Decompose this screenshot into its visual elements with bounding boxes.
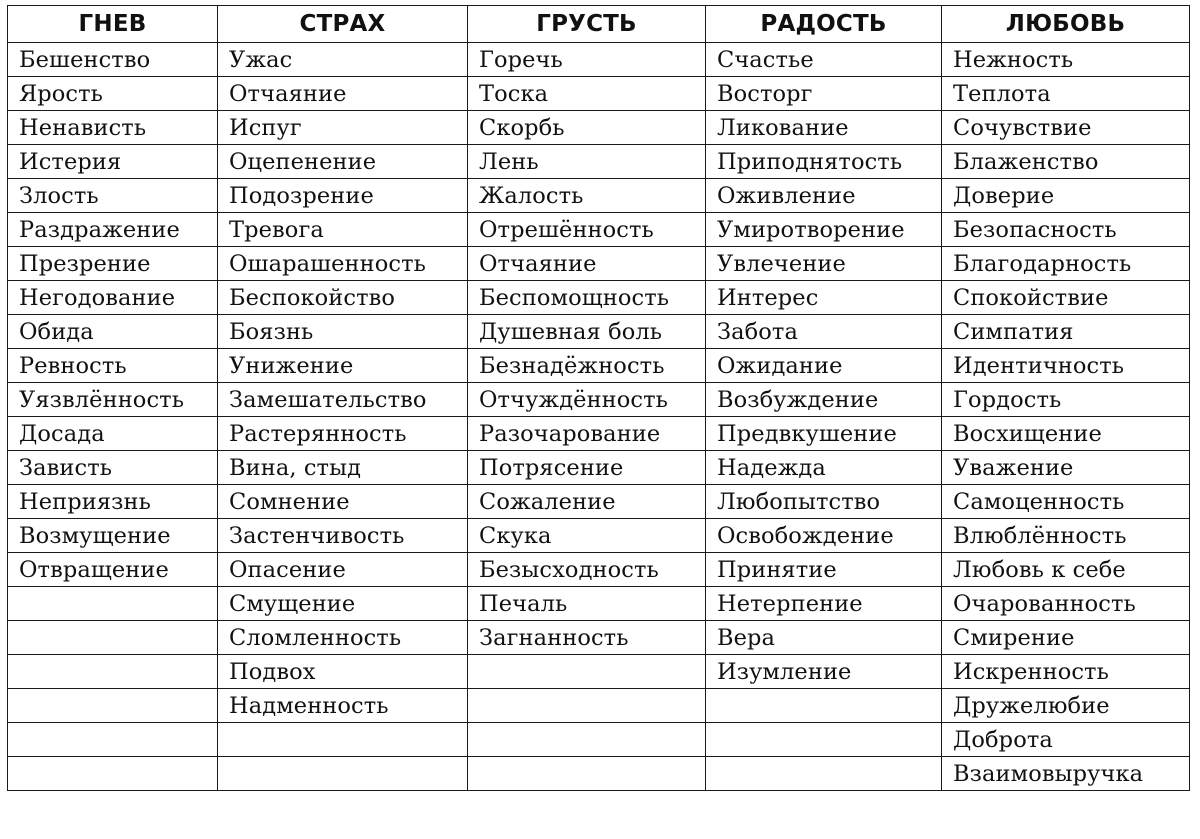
table-cell-sadness: Отчуждённость <box>468 383 706 417</box>
table-cell-joy: Увлечение <box>706 247 942 281</box>
table-cell-joy: Оживление <box>706 179 942 213</box>
table-cell-fear: Ужас <box>218 43 468 77</box>
table-row <box>8 553 1190 587</box>
table-row <box>8 349 1190 383</box>
table-row <box>8 315 1190 349</box>
table-cell-love: Блаженство <box>942 145 1190 179</box>
header-row <box>8 6 1190 43</box>
table-cell-fear: Отчаяние <box>218 77 468 111</box>
table-row <box>8 281 1190 315</box>
table-cell-anger: Отвращение <box>8 553 218 587</box>
table-cell-anger: Неприязнь <box>8 485 218 519</box>
table-cell-sadness: Отрешённость <box>468 213 706 247</box>
table-row <box>8 77 1190 111</box>
table-cell-sadness: Разочарование <box>468 417 706 451</box>
table-cell-fear: Унижение <box>218 349 468 383</box>
table-row <box>8 145 1190 179</box>
table-cell-sadness <box>468 757 706 791</box>
table-cell-fear: Растерянность <box>218 417 468 451</box>
table-cell-joy: Любопытство <box>706 485 942 519</box>
table-cell-anger: Уязвлённость <box>8 383 218 417</box>
table-cell-fear: Вина, стыд <box>218 451 468 485</box>
table-cell-anger: Зависть <box>8 451 218 485</box>
table-body <box>8 43 1190 791</box>
table-cell-sadness: Душевная боль <box>468 315 706 349</box>
table-cell-fear: Ошарашенность <box>218 247 468 281</box>
table-cell-fear: Замешательство <box>218 383 468 417</box>
table-cell-sadness: Тоска <box>468 77 706 111</box>
table-row <box>8 485 1190 519</box>
table-cell-joy: Возбуждение <box>706 383 942 417</box>
table-cell-anger <box>8 655 218 689</box>
table-cell-joy <box>706 757 942 791</box>
table-cell-joy <box>706 723 942 757</box>
table-cell-anger: Истерия <box>8 145 218 179</box>
column-header-sadness: ГРУСТЬ <box>468 6 706 43</box>
table-cell-joy: Изумление <box>706 655 942 689</box>
table-row <box>8 723 1190 757</box>
table-cell-anger <box>8 689 218 723</box>
table-cell-love: Доверие <box>942 179 1190 213</box>
table-cell-anger <box>8 723 218 757</box>
table-cell-anger: Обида <box>8 315 218 349</box>
table-cell-sadness <box>468 655 706 689</box>
table-header <box>8 6 1190 43</box>
table-cell-love: Очарованность <box>942 587 1190 621</box>
table-cell-sadness: Печаль <box>468 587 706 621</box>
table-cell-joy: Вера <box>706 621 942 655</box>
table-cell-fear <box>218 723 468 757</box>
table-cell-joy: Ожидание <box>706 349 942 383</box>
table-cell-fear: Надменность <box>218 689 468 723</box>
table-cell-love: Теплота <box>942 77 1190 111</box>
table-cell-joy: Ликование <box>706 111 942 145</box>
table-cell-joy: Интерес <box>706 281 942 315</box>
table-cell-love: Безопасность <box>942 213 1190 247</box>
table-cell-love: Влюблённость <box>942 519 1190 553</box>
table-cell-fear <box>218 757 468 791</box>
table-row <box>8 43 1190 77</box>
table-cell-sadness: Отчаяние <box>468 247 706 281</box>
table-cell-fear: Боязнь <box>218 315 468 349</box>
table-cell-sadness: Потрясение <box>468 451 706 485</box>
table-row <box>8 587 1190 621</box>
table-row <box>8 621 1190 655</box>
table-cell-sadness: Лень <box>468 145 706 179</box>
table-cell-sadness: Загнанность <box>468 621 706 655</box>
table-row <box>8 757 1190 791</box>
table-cell-love: Гордость <box>942 383 1190 417</box>
table-cell-sadness: Безнадёжность <box>468 349 706 383</box>
column-header-love: ЛЮБОВЬ <box>942 6 1190 43</box>
table-cell-joy: Умиротворение <box>706 213 942 247</box>
table-row <box>8 655 1190 689</box>
table-row <box>8 417 1190 451</box>
table-cell-anger <box>8 587 218 621</box>
table-cell-love: Нежность <box>942 43 1190 77</box>
table-cell-anger: Злость <box>8 179 218 213</box>
table-cell-fear: Сомнение <box>218 485 468 519</box>
table-cell-joy: Предвкушение <box>706 417 942 451</box>
table-cell-fear: Сломленность <box>218 621 468 655</box>
table-cell-sadness: Скорбь <box>468 111 706 145</box>
table-row <box>8 213 1190 247</box>
table-row <box>8 179 1190 213</box>
table-row <box>8 111 1190 145</box>
table-cell-fear: Застенчивость <box>218 519 468 553</box>
table-cell-love: Идентичность <box>942 349 1190 383</box>
table-cell-love: Спокойствие <box>942 281 1190 315</box>
table-cell-anger: Возмущение <box>8 519 218 553</box>
table-cell-joy: Принятие <box>706 553 942 587</box>
table-cell-love: Смирение <box>942 621 1190 655</box>
table-cell-anger: Раздражение <box>8 213 218 247</box>
table-cell-joy: Восторг <box>706 77 942 111</box>
table-cell-anger: Презрение <box>8 247 218 281</box>
table-cell-love: Искренность <box>942 655 1190 689</box>
table-cell-sadness: Сожаление <box>468 485 706 519</box>
column-header-fear: СТРАХ <box>218 6 468 43</box>
table-cell-love: Самоценность <box>942 485 1190 519</box>
table-cell-love: Дружелюбие <box>942 689 1190 723</box>
column-header-joy: РАДОСТЬ <box>706 6 942 43</box>
table-row <box>8 689 1190 723</box>
table-cell-fear: Опасение <box>218 553 468 587</box>
table-cell-sadness: Беспомощность <box>468 281 706 315</box>
table-row <box>8 519 1190 553</box>
table-cell-anger: Досада <box>8 417 218 451</box>
table-cell-anger: Ревность <box>8 349 218 383</box>
table-cell-fear: Испуг <box>218 111 468 145</box>
table-cell-joy <box>706 689 942 723</box>
column-header-anger: ГНЕВ <box>8 6 218 43</box>
table-cell-sadness <box>468 689 706 723</box>
emotions-table <box>7 5 1190 791</box>
table-cell-fear: Подозрение <box>218 179 468 213</box>
table-cell-joy: Нетерпение <box>706 587 942 621</box>
table-cell-love: Благодарность <box>942 247 1190 281</box>
table-cell-joy: Забота <box>706 315 942 349</box>
table-cell-love: Любовь к себе <box>942 553 1190 587</box>
table-cell-love: Восхищение <box>942 417 1190 451</box>
table-cell-joy: Освобождение <box>706 519 942 553</box>
table-cell-anger: Негодование <box>8 281 218 315</box>
table-cell-fear: Смущение <box>218 587 468 621</box>
table-cell-love: Уважение <box>942 451 1190 485</box>
table-cell-fear: Беспокойство <box>218 281 468 315</box>
table-cell-sadness: Горечь <box>468 43 706 77</box>
table-cell-love: Сочувствие <box>942 111 1190 145</box>
table-cell-sadness <box>468 723 706 757</box>
table-cell-sadness: Скука <box>468 519 706 553</box>
table-cell-anger <box>8 757 218 791</box>
table-row <box>8 247 1190 281</box>
table-cell-joy: Счастье <box>706 43 942 77</box>
table-cell-anger: Ярость <box>8 77 218 111</box>
table-cell-love: Доброта <box>942 723 1190 757</box>
table-cell-anger <box>8 621 218 655</box>
table-cell-fear: Оцепенение <box>218 145 468 179</box>
table-cell-sadness: Безысходность <box>468 553 706 587</box>
table-cell-sadness: Жалость <box>468 179 706 213</box>
table-cell-love: Взаимовыручка <box>942 757 1190 791</box>
table-cell-fear: Тревога <box>218 213 468 247</box>
table-row <box>8 451 1190 485</box>
table-cell-joy: Надежда <box>706 451 942 485</box>
table-cell-anger: Ненависть <box>8 111 218 145</box>
table-cell-anger: Бешенство <box>8 43 218 77</box>
table-cell-love: Симпатия <box>942 315 1190 349</box>
table-row <box>8 383 1190 417</box>
table-cell-joy: Приподнятость <box>706 145 942 179</box>
table-cell-fear: Подвох <box>218 655 468 689</box>
